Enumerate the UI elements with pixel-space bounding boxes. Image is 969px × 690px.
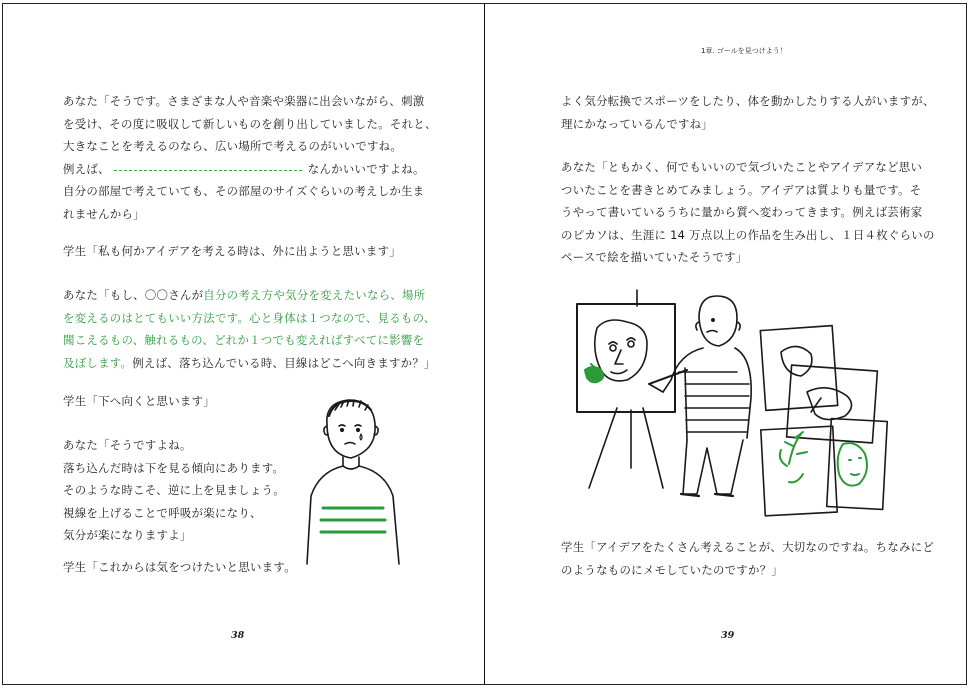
right-paragraph-1 — [561, 90, 935, 135]
sad-student-icon — [301, 396, 411, 566]
right-page — [485, 3, 967, 685]
blank-suffix: なんかいいですよね。 — [307, 161, 425, 176]
text-line: ついたことを書きとめてみましょう。アイデアは質よりも量です。そ — [561, 182, 922, 197]
text-line: を受け、その度に吸収して新しいものを創り出していました。それと、 — [63, 116, 437, 131]
right-paragraph-3 — [561, 536, 934, 581]
page-number-right: 39 — [721, 630, 735, 641]
page-number-left: 38 — [231, 630, 245, 641]
text-line: 学生「下へ向くと思います」 — [63, 394, 215, 408]
text-line: 視線を上げることで呼吸が楽になり、 — [63, 505, 262, 520]
text-line: よく気分転換でスポーツをしたり、体を動かしたりする人がいますが、 — [561, 94, 935, 108]
text-line: のようなものにメモしていたのですか？」 — [561, 562, 784, 577]
plain-text: 例えば、落ち込んでいる時、目線はどこへ向きますか？」 — [132, 355, 436, 370]
left-paragraph-2 — [63, 240, 401, 263]
left-paragraph-3 — [63, 284, 436, 374]
text-line: あなた「そうです。さまざまな人や音楽や楽器に出会いながら、刺激 — [63, 94, 425, 108]
painter-at-easel-icon — [567, 288, 887, 524]
text-line: そのような時こそ、逆に上を見ましょう。 — [63, 483, 285, 497]
blank-prefix: 例えば、 — [63, 161, 110, 176]
text-line: 大きなことを考えるのなら、広い場所で考えるのがいいですね。 — [63, 139, 403, 153]
text-line: うやって書いているうちに量から質へ変わってきます。例えば芸術家 — [561, 205, 923, 219]
plain-text: あなた「もし、〇〇さんが — [63, 288, 204, 302]
left-paragraph-5 — [63, 434, 285, 547]
text-line: 学生「私も何かアイデアを考える時は、外に出ようと思います」 — [63, 244, 402, 258]
highlighted-text: 自分の考え方や気分を変えたいなら、場所 — [203, 288, 426, 302]
text-line: のピカソは、生涯に 14 万点以上の作品を生み出し、１日４枚ぐらいの — [561, 227, 935, 242]
left-paragraph-1 — [63, 90, 437, 225]
left-page — [2, 3, 485, 685]
left-paragraph-4 — [63, 390, 215, 413]
text-line: 学生「アイデアをたくさん考えることが、大切なのですね。ちなみにど — [561, 540, 935, 554]
fill-in-blank-line — [63, 158, 437, 181]
text-line: 理にかなっているんですね」 — [561, 116, 713, 131]
text-line: ペースで絵を描いていたそうです」 — [561, 250, 748, 264]
text-line: 気分が楽になりますよ」 — [63, 528, 192, 542]
running-head: 1章. ゴールを見つけよう！ — [701, 47, 787, 55]
text-line: 自分の部屋で考えていても、その部屋のサイズぐらいの考えしか生ま — [63, 184, 425, 198]
text-line: 学生「これからは気をつけたいと思います。 — [63, 560, 296, 574]
mixed-line — [63, 352, 436, 375]
right-paragraph-2 — [561, 156, 935, 269]
text-line: あなた「ともかく、何でもいいので気づいたことやアイデアなど思い — [561, 160, 923, 174]
text-line: れませんから」 — [63, 206, 145, 221]
text-line: 落ち込んだ時は下を見る傾向にあります。 — [63, 460, 285, 475]
fill-in-blank — [114, 170, 302, 171]
highlighted-text: 及ぼします。 — [63, 355, 133, 370]
highlighted-line: 聞こえるもの、触れるもの、どれか１つでも変えればすべてに影響を — [63, 333, 425, 347]
highlighted-line: を変えるのはとてもいい方法です。心と身体は１つなので、見るもの、 — [63, 310, 436, 325]
text-line: あなた「そうですよね。 — [63, 438, 192, 452]
mixed-line — [63, 284, 436, 307]
left-paragraph-6 — [63, 556, 296, 579]
